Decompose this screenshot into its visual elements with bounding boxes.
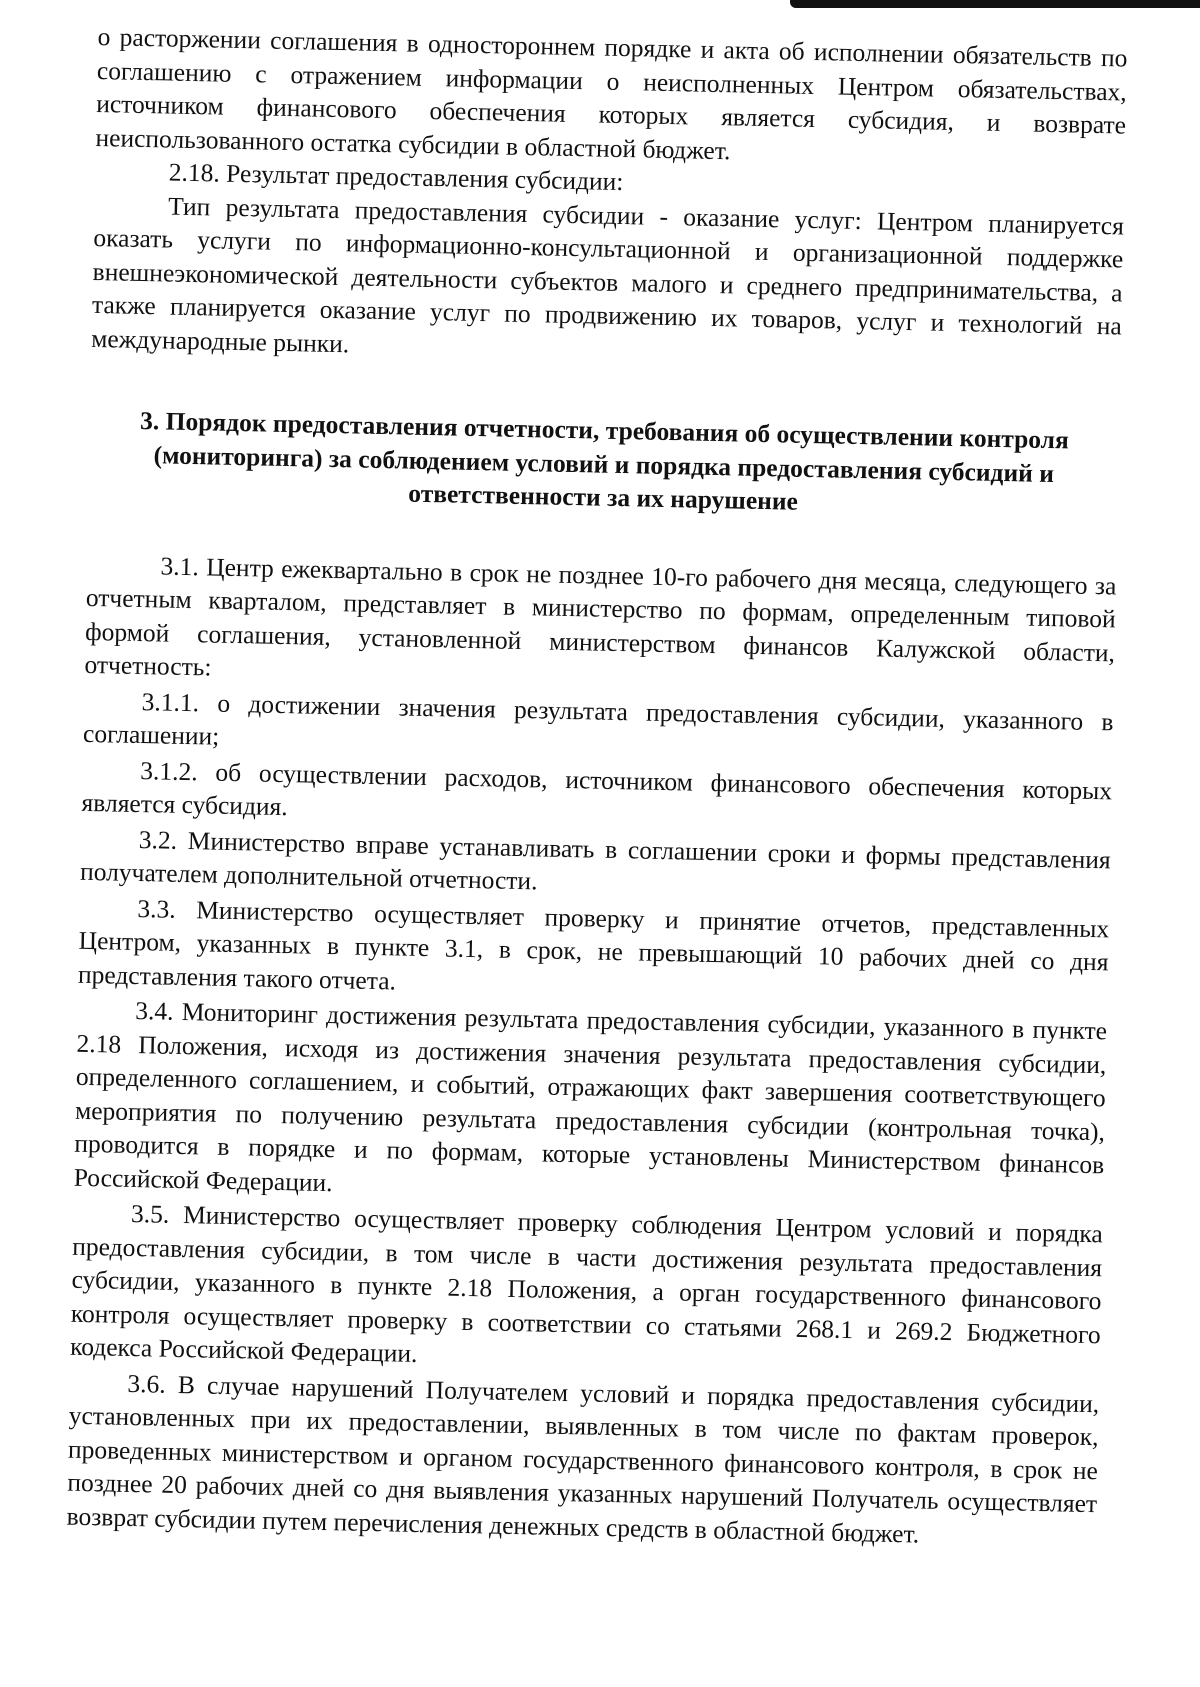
- paragraph-3-4: 3.4. Мониторинг достижения результата предоставления субсидии, указанного в пункте 2.18 Положения, исходя из достижения значения результата предоставления субсидии, определенного соглашением, и событий, отражающих факт завершения соответствующего мероприятия по получению результата предоставления субсидии (контрольная точка), проводится в порядке и по формам, которые установлены Министерством финансов Российской Федерации.: [73, 996, 1108, 1197]
- paragraph-3-1: 3.1. Центр ежеквартально в срок не позднее 10-го рабочего дня месяца, следующего за отчетным кварталом, представляет в министерство по формам, определенным типовой формой соглашения, установленной министерством финансов Калужской области, отчетность:: [84, 550, 1117, 682]
- paragraph-3-2: 3.2. Министерство вправе устанавливать в соглашении сроки и формы представления получателем дополнительной отчетности.: [79, 824, 1111, 896]
- scan-edge-artifact: [790, 0, 1200, 8]
- section-3-heading: 3. Порядок предоставления отчетности, требования об осуществлении контроля (мониторинга) за соблюдением условий и порядка предоставления субсидий и ответственности за их нарушение: [139, 405, 1070, 516]
- paragraph-2-18-result-type: Тип результата предоставления субсидии - оказание услуг: Центром планируется оказать услуги по информационно-консультационной и организационной поддержке внешнеэкономической деятельности субъектов малого и среднего предпринимательства, а также планируется оказание услуг по продвижению их товаров, услуг и технологий на международные рынки.: [91, 191, 1125, 358]
- paragraph-3-6: 3.6. В случае нарушений Получателем условий и порядка предоставления субсидии, установленных при их предоставлении, выявленных в том числе по фактам проверок, проведенных министерством и органом государственного финансового контроля, в срок не позднее 20 рабочих дней со дня выявления указанных нарушений Получатель осуществляет возврат субсидии путем перечисления денежных средств в областной бюджет.: [66, 1368, 1100, 1549]
- paragraph-3-3: 3.3. Министерство осуществляет проверку и принятие отчетов, представленных Центром, указанных в пункте 3.1, в срок, не превышающий 10 рабочих дней со дня представления такого отчета.: [77, 893, 1110, 995]
- paragraph-continuation: о расторжении соглашения в одностороннем порядке и акта об исполнении обязательств по соглашению с отражением информации о неисполненных Центром обязательствах, источником финансового обеспечения которых является субсидия, и возврате неиспользованного остатка субсидии в областной бюджет.: [95, 21, 1128, 165]
- document-page: [66, 20, 1127, 1554]
- paragraph-2-18: 2.18. Результат предоставления субсидии:: [168, 157, 624, 197]
- paragraph-3-1-1: 3.1.1. о достижении значения результата предоставления субсидии, указанного в соглашении;: [82, 686, 1114, 751]
- paragraph-3-1-2: 3.1.2. об осуществлении расходов, источником финансового обеспечения которых является субсидия.: [81, 755, 1113, 822]
- paragraph-3-5: 3.5. Министерство осуществляет проверку соблюдения Центром условий и порядка предоставления субсидии, в том числе в части достижения результата предоставления субсидии, указанного в пункте 2.18 Положения, а орган государственного финансового контроля осуществляет проверку в соответствии со статьями 268.1 и 269.2 Бюджетного кодекса Российской Федерации.: [69, 1198, 1104, 1368]
